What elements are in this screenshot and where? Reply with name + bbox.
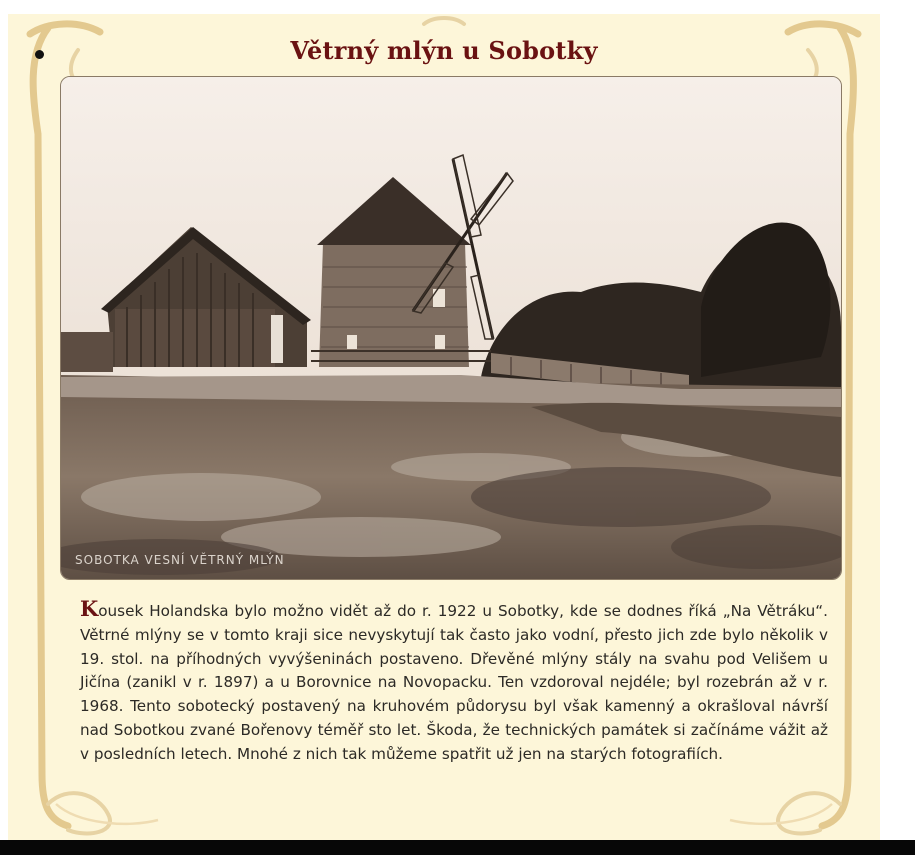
historic-photo (60, 76, 842, 580)
article-paragraph (80, 597, 828, 767)
article-text: ousek Holandska bylo možno vidět až do r. 1922 u Sobotky, kde se dodnes říká „Na Větráku“. Větrné mlýny se v tomto kraji sice nevyskytují tak často jako vodní, přesto jich zde bylo několik v 19. stol. na příhodných vyvýšeninách postaveno. Dřevěné mlýny stály na svahu pod Velišem u Jičína (zanikl v r. 1897) a u Borovnice na Novopacku. Ten vzdoroval nejdéle; byl rozebrán až v r. 1968. Tento sobotecký postavený na kruhovém půdorysu byl však kamenný a okrašloval návrší nad Sobotkou zvané Bořenovy téměř sto let. Škoda, že technických památek si začínáme vážit až v posledních letech. Mnohé z nich tak můžeme spatřit už jen na starých fotografiích. (80, 602, 828, 763)
windmill-photo-illustration (61, 77, 841, 579)
page-title: Větrný mlýn u Sobotky (290, 36, 598, 65)
drop-cap: K (80, 596, 99, 621)
photo-caption: SOBOTKA VESNÍ VĚTRNÝ MLÝN (75, 553, 285, 567)
page (8, 14, 880, 840)
scan-edge-band (0, 840, 915, 855)
